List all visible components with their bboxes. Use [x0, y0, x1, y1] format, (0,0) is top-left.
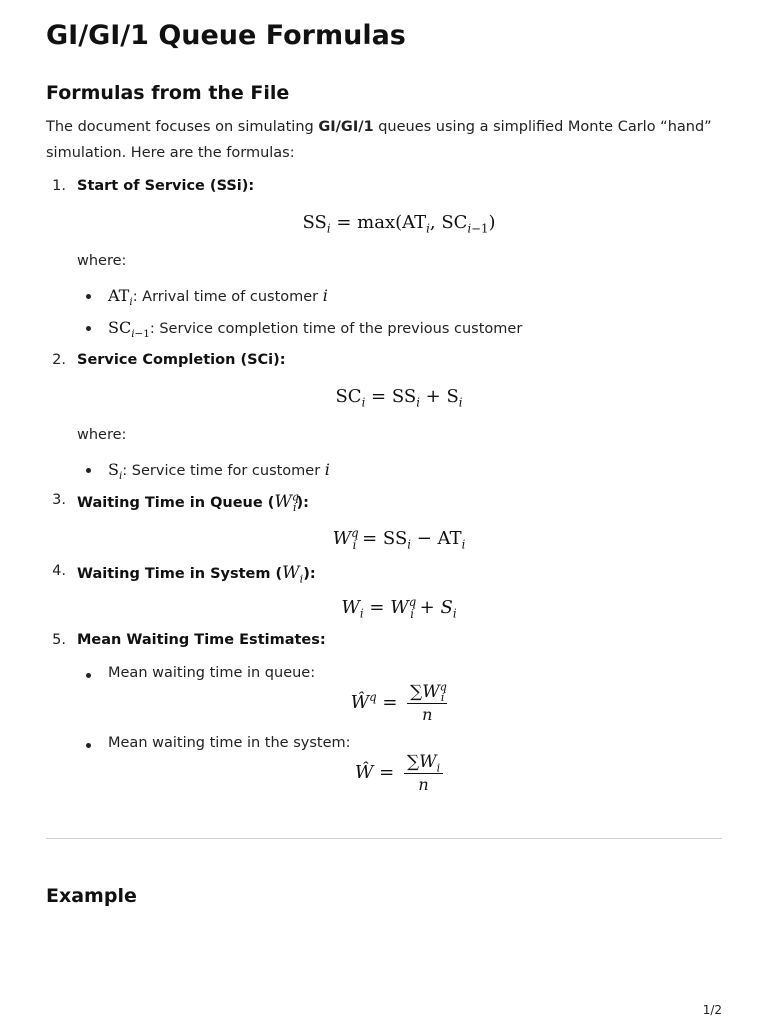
section-heading-formulas: Formulas from the File: [46, 82, 290, 104]
label-prefix: Waiting Time in System (: [77, 566, 283, 582]
formula-start-of-service: $SS_i = \max(AT_i$, $SC_{i-1}$): [302, 212, 496, 236]
bullet-dot: [86, 743, 91, 748]
fraction: $\frac{\sum W_i}{n}$: [404, 752, 443, 794]
intro-line-2: simulation. Here are the formulas:: [46, 145, 295, 161]
item-number-3: 3.: [52, 492, 66, 508]
fraction: $\frac{\sum W^q_i}{n}$: [407, 682, 447, 724]
intro-text-before: The document focuses on simulating: [46, 119, 319, 135]
where-label-2: where:: [77, 427, 127, 443]
item-label-start-of-service: Start of Service (SSi):: [77, 178, 255, 194]
bullet-dot: [86, 673, 91, 678]
def-service-time: $S_i$: Service time for customer i: [108, 460, 330, 483]
bullet-dot: [86, 294, 91, 299]
formula-mean-waiting-system: Ŵ = $\frac{\sum W_i}{n}$: [0, 752, 768, 794]
formula-mean-waiting-queue: $Ŵ^q$ = $\frac{\sum W^q_i}{n}$: [350, 680, 447, 724]
def-arrival-time-text: : Arrival time of customer: [132, 289, 323, 305]
formula-waiting-time-system: $W_i = W^q_i + S_i$: [341, 595, 457, 621]
item-label-waiting-time-queue: Waiting Time in Queue $(W^q_i)$:: [77, 490, 309, 515]
item-label-service-completion: Service Completion (SCi):: [77, 352, 286, 368]
section-heading-example: Example: [46, 885, 137, 907]
intro-text-after: queues using a simplified Monte Carlo “hand”: [373, 119, 712, 135]
bullet-dot: [86, 468, 91, 473]
label-suffix: ):: [296, 495, 309, 511]
mean-system-label: Mean waiting time in the system:: [108, 735, 351, 751]
def-service-completion-previous: $SC_{i-1}$: Service completion time of the previous customer: [108, 318, 523, 341]
def-service-time-text: : Service time for customer: [122, 463, 325, 479]
def-arrival-time: $AT_i$: Arrival time of customer i: [108, 286, 328, 309]
formula-service-completion: $SC_i = SS_i + S_i$: [335, 386, 463, 410]
item-number-2: 2.: [52, 352, 66, 368]
intro-text-bold: GI/GI/1: [318, 119, 374, 135]
intro-line-1: [46, 119, 712, 135]
item-label-waiting-time-system: Waiting Time in System $(W_i)$:: [77, 563, 316, 586]
horizontal-divider: [46, 838, 722, 839]
label-suffix: ):: [303, 566, 316, 582]
formula-waiting-time-queue: $W^q_i = SS_i - AT_i$: [332, 526, 466, 552]
bullet-dot: [86, 326, 91, 331]
item-number-5: 5.: [52, 632, 66, 648]
where-label-1: where:: [77, 253, 127, 269]
def-service-completion-text: : Service completion time of the previous customer: [149, 321, 523, 337]
page-number: 1/2: [702, 1003, 722, 1017]
label-prefix: Waiting Time in Queue (: [77, 495, 275, 511]
item-number-4: 4.: [52, 563, 66, 579]
item-number-1: 1.: [52, 178, 66, 194]
page-title: GI/GI/1 Queue Formulas: [46, 20, 406, 51]
item-label-mean-waiting: Mean Waiting Time Estimates:: [77, 632, 326, 648]
mean-queue-label: Mean waiting time in queue:: [108, 665, 316, 681]
